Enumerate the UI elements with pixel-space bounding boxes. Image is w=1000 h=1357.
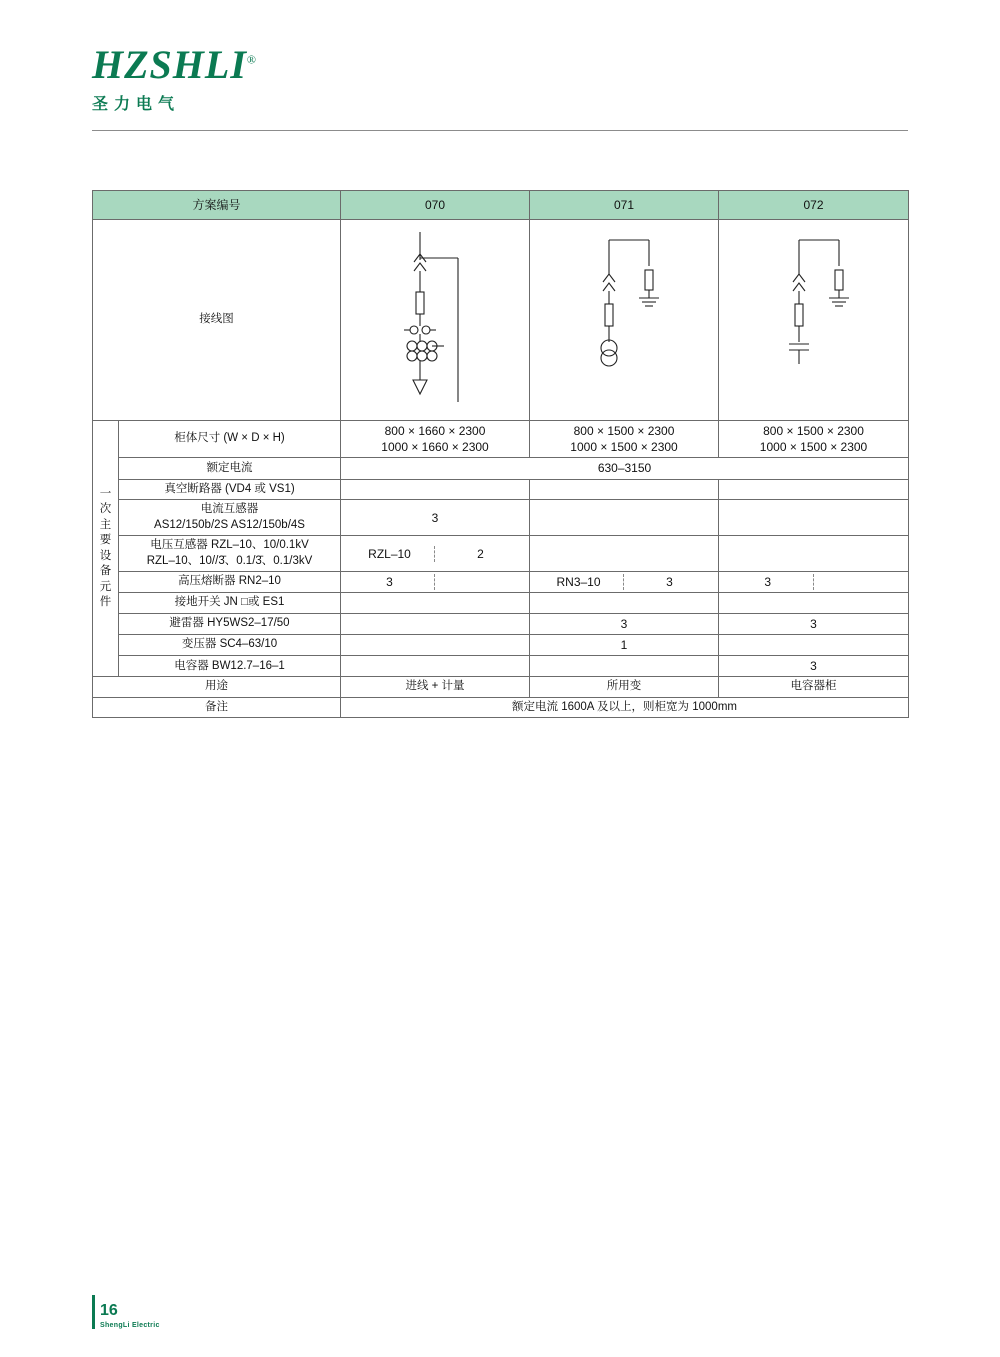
page-number: 16 bbox=[100, 1302, 118, 1319]
hv-fuse-071 bbox=[530, 572, 719, 593]
table-row-current-transformer bbox=[93, 500, 909, 536]
table-row-arrester bbox=[93, 613, 909, 634]
diagram-cell-070 bbox=[341, 220, 530, 421]
voltage-transformer-072 bbox=[719, 536, 909, 572]
footer-brand: ShengLi Electric bbox=[100, 1322, 160, 1329]
row-label-voltage-transformer: 电压互感器 RZL–10、10/0.1kV RZL–10、10//3̄、0.1/3̄、0.1/3kV bbox=[119, 536, 341, 572]
page-header bbox=[92, 42, 908, 114]
arrester-071: 3 bbox=[530, 613, 719, 634]
row-label-current-transformer: 电流互感器 AS12/150b/2S AS12/150b/4S bbox=[119, 500, 341, 536]
voltage-transformer-070-qty: 2 bbox=[477, 546, 484, 561]
row-label-arrester: 避雷器 HY5WS2–17/50 bbox=[119, 613, 341, 634]
row-label-hv-fuse: 高压熔断器 RN2–10 bbox=[119, 572, 341, 593]
table-row-scheme bbox=[93, 191, 909, 220]
earthing-switch-071 bbox=[530, 593, 719, 614]
column-header-072: 072 bbox=[719, 191, 909, 220]
current-transformer-071 bbox=[530, 500, 719, 536]
rated-current-value: 630–3150 bbox=[341, 458, 909, 479]
voltage-transformer-070-type: RZL–10 bbox=[368, 546, 411, 561]
logo-subtitle: 圣力电气 bbox=[92, 94, 181, 113]
row-label-earthing-switch: 接地开关 JN □或 ES1 bbox=[119, 593, 341, 614]
capacitor-072: 3 bbox=[719, 656, 909, 677]
usage-072: 电容器柜 bbox=[719, 677, 909, 698]
hv-fuse-071-qty: 3 bbox=[666, 575, 673, 590]
row-label-vacuum-breaker: 真空断路器 (VD4 或 VS1) bbox=[119, 479, 341, 500]
column-header-070: 070 bbox=[341, 191, 530, 220]
arrester-070 bbox=[341, 613, 530, 634]
table-row-usage bbox=[93, 677, 909, 698]
hv-fuse-070-qty: 3 bbox=[386, 575, 393, 590]
row-label-usage: 用途 bbox=[93, 677, 341, 698]
logo-text: HZSHLI bbox=[92, 42, 247, 87]
row-label-transformer: 变压器 SC4–63/10 bbox=[119, 635, 341, 656]
hv-fuse-071-type: RN3–10 bbox=[556, 575, 601, 590]
transformer-072 bbox=[719, 635, 909, 656]
cell-divider bbox=[434, 574, 436, 590]
table-row-capacitor bbox=[93, 656, 909, 677]
vacuum-breaker-072 bbox=[719, 479, 909, 500]
hv-fuse-070 bbox=[341, 572, 530, 593]
row-label-capacitor: 电容器 BW12.7–16–1 bbox=[119, 656, 341, 677]
diagram-cell-072 bbox=[719, 220, 909, 421]
table-row-diagram bbox=[93, 220, 909, 421]
voltage-transformer-071 bbox=[530, 536, 719, 572]
row-label-rated-current: 额定电流 bbox=[119, 458, 341, 479]
transformer-070 bbox=[341, 635, 530, 656]
page-footer bbox=[92, 1303, 160, 1329]
section-label-primary-equipment: 一 次 主 要 设 备 元 件 bbox=[93, 421, 119, 677]
hv-fuse-072-qty: 3 bbox=[764, 575, 772, 590]
table-row-remark bbox=[93, 697, 909, 718]
vacuum-breaker-070 bbox=[341, 479, 530, 500]
table-row-earthing-switch bbox=[93, 593, 909, 614]
diagram-label: 接线图 bbox=[93, 220, 341, 421]
current-transformer-070: 3 bbox=[341, 500, 530, 536]
remark-value: 额定电流 1600A 及以上，则柜宽为 1000mm bbox=[341, 697, 909, 718]
earthing-switch-070 bbox=[341, 593, 530, 614]
dimension-071: 800 × 1500 × 2300 1000 × 1500 × 2300 bbox=[530, 421, 719, 458]
capacitor-070 bbox=[341, 656, 530, 677]
header-divider bbox=[92, 130, 908, 131]
table-row-vacuum-breaker bbox=[93, 479, 909, 500]
scheme-label: 方案编号 bbox=[93, 191, 341, 220]
spec-table bbox=[92, 190, 909, 718]
voltage-transformer-070 bbox=[341, 536, 530, 572]
dimension-072: 800 × 1500 × 2300 1000 × 1500 × 2300 bbox=[719, 421, 909, 458]
table-row-hv-fuse bbox=[93, 572, 909, 593]
usage-070: 进线 + 计量 bbox=[341, 677, 530, 698]
vacuum-breaker-071 bbox=[530, 479, 719, 500]
cell-divider bbox=[813, 574, 815, 590]
table-row-rated-current bbox=[93, 458, 909, 479]
company-logo bbox=[92, 42, 258, 87]
table-row-voltage-transformer bbox=[93, 536, 909, 572]
earthing-switch-072 bbox=[719, 593, 909, 614]
spec-sheet bbox=[92, 190, 908, 718]
arrester-072: 3 bbox=[719, 613, 909, 634]
row-label-remark: 备注 bbox=[93, 697, 341, 718]
usage-071: 所用变 bbox=[530, 677, 719, 698]
wiring-diagram-071-icon bbox=[569, 230, 679, 410]
registered-mark-icon: ® bbox=[246, 52, 258, 67]
capacitor-071 bbox=[530, 656, 719, 677]
table-row-dimensions bbox=[93, 421, 909, 458]
table-row-transformer bbox=[93, 635, 909, 656]
current-transformer-072 bbox=[719, 500, 909, 536]
dimension-070: 800 × 1660 × 2300 1000 × 1660 × 2300 bbox=[341, 421, 530, 458]
wiring-diagram-072-icon bbox=[759, 230, 869, 410]
transformer-071: 1 bbox=[530, 635, 719, 656]
row-label-dimensions: 柜体尺寸 (W × D × H) bbox=[119, 421, 341, 458]
wiring-diagram-070-icon bbox=[380, 230, 490, 410]
column-header-071: 071 bbox=[530, 191, 719, 220]
footer-accent-bar bbox=[92, 1295, 95, 1329]
hv-fuse-072 bbox=[719, 572, 909, 593]
diagram-cell-071 bbox=[530, 220, 719, 421]
